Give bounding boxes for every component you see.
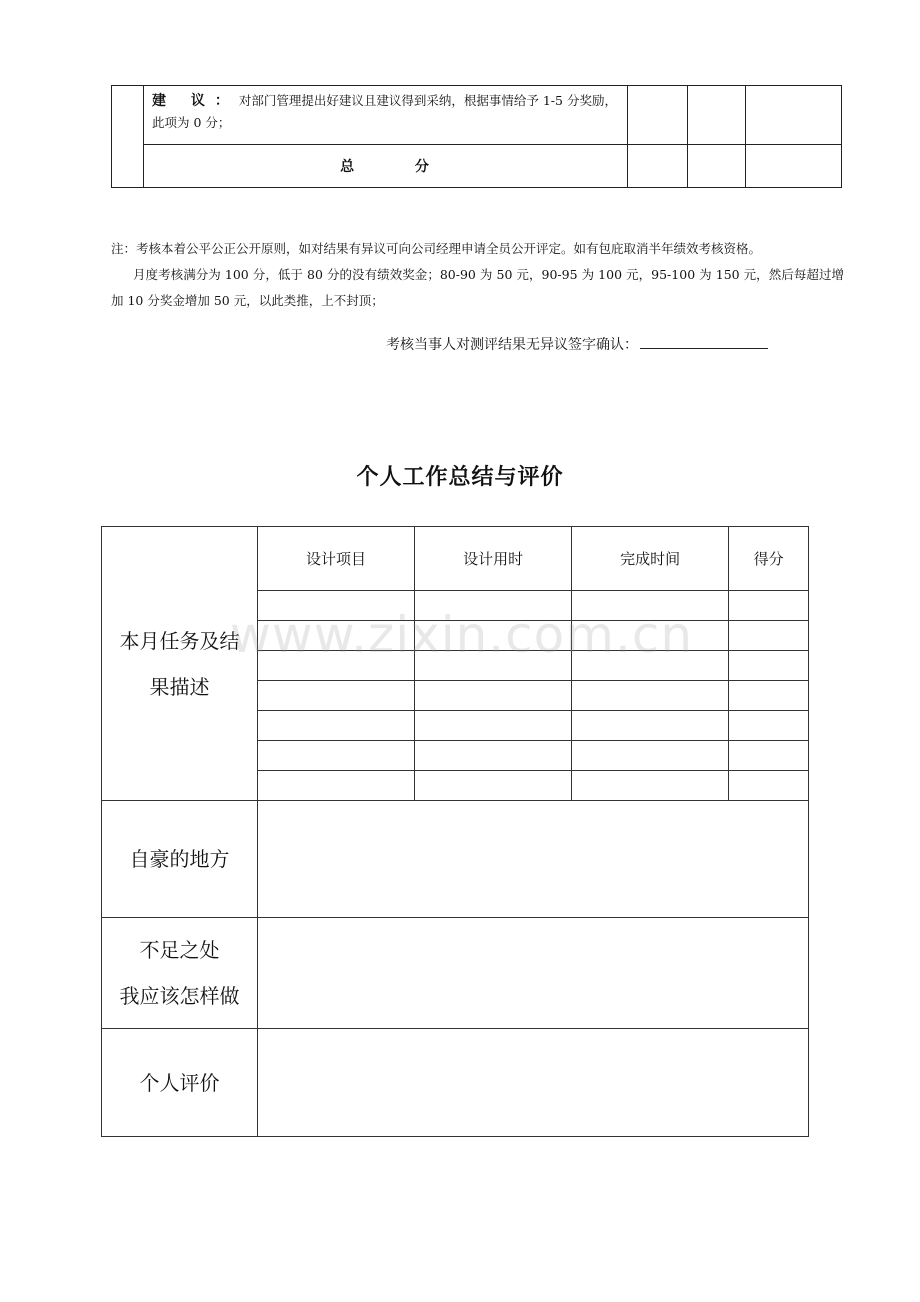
task-label-line: 果描述 [149,674,210,699]
column-header: 设计项目 [258,527,415,591]
table-cell[interactable] [572,621,729,651]
shortcoming-label-line: 我应该怎样做 [119,984,240,1008]
score-table [111,85,842,188]
summary-table [101,526,809,1137]
score-cell[interactable] [746,86,842,145]
note-line: 月度考核满分为 100 分，低于 80 分的没有绩效奖金；80-90 为 50 元，90-95 为 100 元，95-100 为 150 元，然后每超过增加 10 分奖金增加 50 元，以此类推，上不封顶； [111,267,844,308]
suggestion-text: 对部门管理提出好建议且建议得到采纳，根据事情给予 1-5 分奖励，此项为 0 分； [152,93,617,130]
suggestion-row [112,86,842,145]
total-cell[interactable] [746,145,842,188]
table-cell[interactable] [729,771,809,801]
suggestion-label: 建 议： [152,93,239,109]
signature-confirm [386,334,768,354]
table-cell[interactable] [258,681,415,711]
proud-field[interactable] [258,801,809,918]
table-cell[interactable] [415,711,572,741]
page-title: 个人工作总结与评价 [356,464,564,490]
table-cell[interactable] [729,711,809,741]
table-cell[interactable] [258,591,415,621]
score-cell[interactable] [688,86,746,145]
table-cell[interactable] [415,771,572,801]
notes [111,236,844,314]
self-eval-row [102,1029,809,1137]
note-line: 注：考核本着公平公正公开原则，如对结果有异议可向公司经理申请全员公开评定。如有包庇取消半年绩效考核资格。 [111,241,762,256]
column-header: 完成时间 [572,527,729,591]
table-cell[interactable] [258,621,415,651]
self-eval-label: 个人评价 [102,1029,258,1137]
shortcoming-label-cell [102,918,258,1029]
table-cell[interactable] [415,621,572,651]
task-label-line: 本月任务及结 [119,628,240,653]
total-cell[interactable] [628,145,688,188]
table-cell[interactable] [572,741,729,771]
table-cell[interactable] [415,591,572,621]
proud-row [102,801,809,918]
table-cell[interactable] [258,711,415,741]
table-cell[interactable] [415,681,572,711]
total-row [112,145,842,188]
table-cell[interactable] [729,651,809,681]
suggestion-cell [144,86,628,145]
task-header-row [102,527,809,591]
table-cell[interactable] [258,741,415,771]
table-cell[interactable] [572,591,729,621]
self-eval-field[interactable] [258,1029,809,1137]
total-label: 总 分 [144,145,628,188]
signature-line[interactable] [640,334,768,349]
table-cell[interactable] [729,741,809,771]
score-cell[interactable] [628,86,688,145]
table-cell[interactable] [258,771,415,801]
watermark: www.zixin.com.cn [230,606,694,664]
signature-label: 考核当事人对测评结果无异议签字确认： [386,337,638,353]
table-cell[interactable] [258,651,415,681]
table-cell[interactable] [572,681,729,711]
table-cell[interactable] [415,651,572,681]
table-cell[interactable] [572,711,729,741]
column-header: 得分 [729,527,809,591]
shortcoming-field[interactable] [258,918,809,1029]
table-cell[interactable] [415,741,572,771]
column-header: 设计用时 [415,527,572,591]
table-cell[interactable] [729,591,809,621]
shortcoming-row [102,918,809,1029]
table-cell[interactable] [572,771,729,801]
proud-label: 自豪的地方 [102,801,258,918]
table-cell[interactable] [729,681,809,711]
total-cell[interactable] [688,145,746,188]
task-label-cell [102,527,258,801]
side-cell [112,86,144,188]
shortcoming-label-line: 不足之处 [139,938,220,962]
table-cell[interactable] [729,621,809,651]
table-cell[interactable] [572,651,729,681]
